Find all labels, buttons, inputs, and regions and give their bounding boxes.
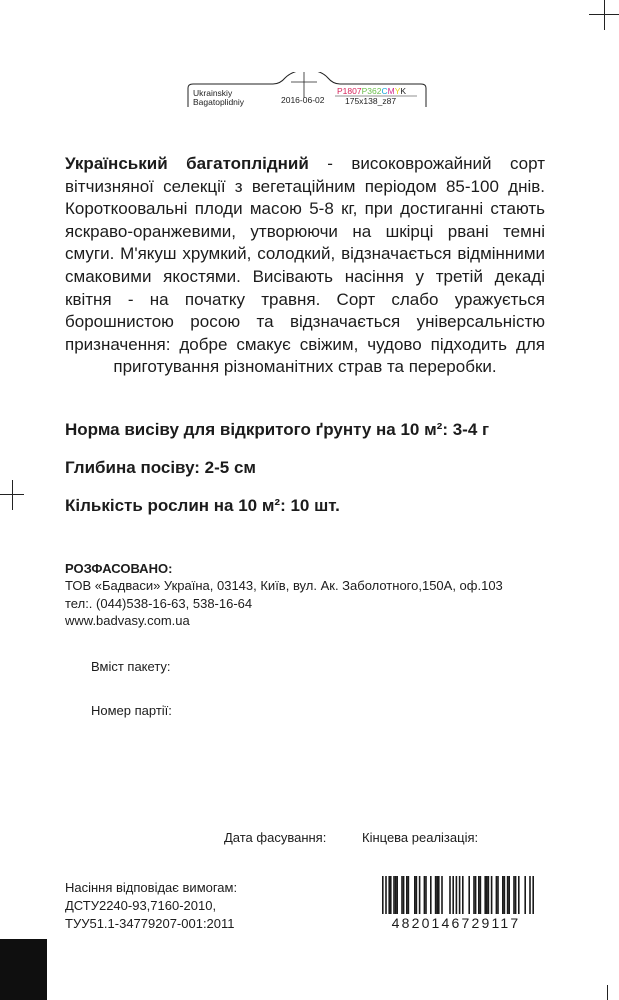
variety-description bbox=[65, 153, 545, 379]
cmyk-k: K bbox=[400, 86, 407, 96]
packing-date-label: Дата фасування: bbox=[224, 830, 327, 845]
packager-website[interactable]: www.badvasy.com.ua bbox=[65, 613, 190, 628]
cmyk-m: M bbox=[387, 86, 395, 96]
barcode-number: 4820146729117 bbox=[368, 914, 544, 932]
description-text: - високоврожайний сорт вітчизняної селекції з вегетаційним періодом 85-100 днів. Короткоовальні плоди масою 5-8 кг, при достиганні стають яскраво-оранжевими, утворюючи на шкірці рвані темні смуги. М'якуш хрумкий, солодкий, відзначається відмінними смаковими якостями. Висівають насіння у третій декаді квітня - на початку травня. Сорт слабо уражується борошнистою росою та відзначається універсальністю призначення: добре смакує свіжим, чудово підходить для приготування різноманітних страв та переробки. bbox=[65, 154, 545, 377]
packager-phone: тел:. (044)538-16-63, 538-16-64 bbox=[65, 596, 253, 611]
crop-mark-top-right bbox=[589, 0, 619, 30]
expiry-label: Кінцева реалізація: bbox=[362, 830, 479, 845]
cmyk-c: C bbox=[381, 86, 388, 96]
print-date: 2016-06-02 bbox=[281, 95, 325, 105]
variety-name: Український багатоплідний bbox=[65, 154, 309, 173]
standards-line-3: ТУУ51.1-34779207-001:2011 bbox=[65, 916, 235, 931]
print-size: 175x138_z87 bbox=[345, 96, 397, 106]
pantone-code-1: P1807 bbox=[337, 86, 362, 96]
packager-company: ТОВ «Бадваси» Україна, 03143, Київ, вул. Ак. Заболотного,150А, оф.103 bbox=[65, 578, 503, 593]
package-content-label: Вміст пакету: bbox=[91, 659, 171, 674]
seeding-depth: Глибина посіву: 2-5 см bbox=[65, 458, 257, 477]
print-info-tab bbox=[185, 72, 431, 108]
crop-mark-left-middle bbox=[0, 480, 24, 510]
seeding-rate: Норма висіву для відкритого ґрунту на 10 м²: 3-4 г bbox=[65, 420, 490, 439]
packager-heading: РОЗФАСОВАНО: bbox=[65, 561, 173, 576]
variety-latin-line2: Bagatoplidniy bbox=[193, 97, 245, 107]
black-corner-tab bbox=[0, 939, 47, 1000]
color-codes bbox=[337, 86, 406, 96]
crop-mark-bottom-right bbox=[596, 985, 619, 1000]
batch-number-label: Номер партії: bbox=[91, 703, 172, 718]
plant-count: Кількість рослин на 10 м²: 10 шт. bbox=[65, 496, 340, 515]
variety-latin-line1: Ukrainskiy bbox=[193, 88, 233, 98]
pantone-code-2: P362 bbox=[361, 86, 382, 96]
cmyk-y: Y bbox=[394, 86, 401, 96]
standards-heading: Насіння відповідає вимогам: bbox=[65, 880, 238, 895]
standards-line-2: ДСТУ2240-93,7160-2010, bbox=[65, 898, 217, 913]
